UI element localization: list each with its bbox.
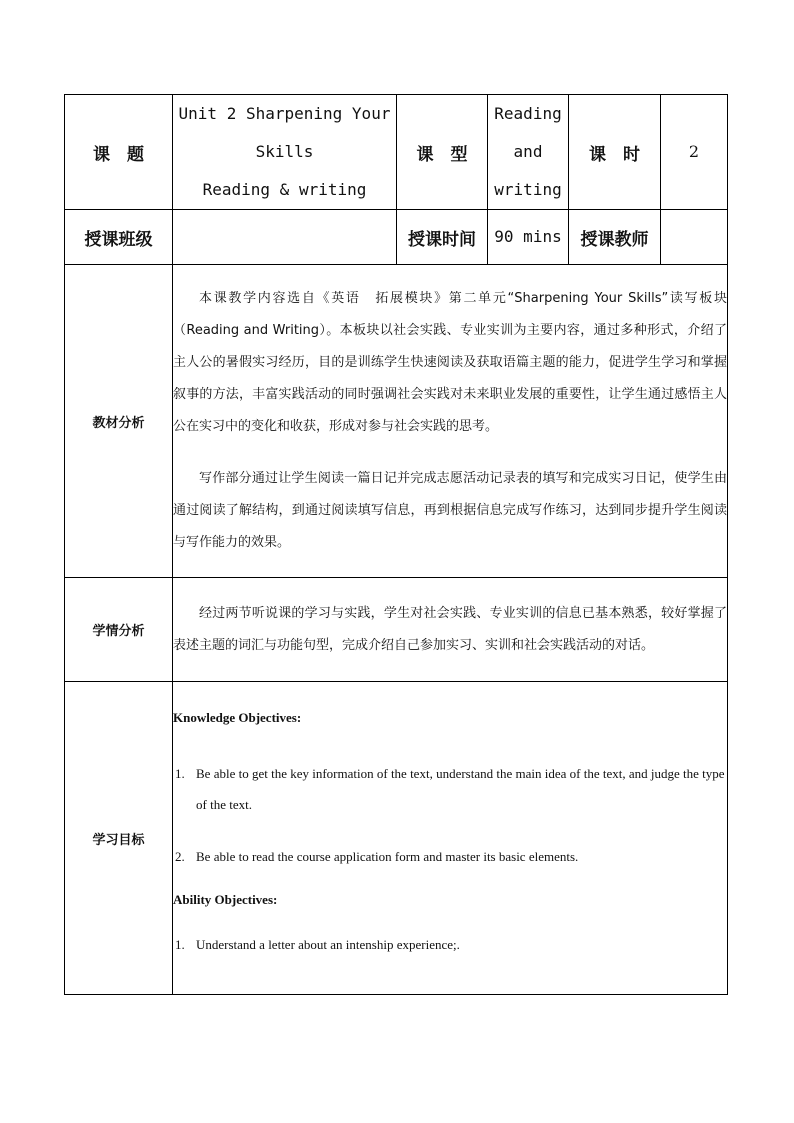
material-paragraph-2: 写作部分通过让学生阅读一篇日记并完成志愿活动记录表的填写和完成实习日记，使学生由通过阅读了解结构，到通过阅读填写信息，再到根据信息完成写作练习，达到同步提升学生阅读与写作能力的效果。 (173, 471, 727, 550)
objective-text: Be able to get the key information of the text, understand the main idea of the text, and judge the type of the text. (196, 766, 725, 812)
objective-text: Be able to read the course application form and master its basic elements. (196, 849, 579, 864)
learner-label: 学情分析 (65, 578, 173, 682)
type-line: and (513, 142, 543, 161)
learner-content (173, 578, 728, 682)
objective-item (173, 758, 727, 820)
objectives-content (173, 682, 728, 995)
topic-line: Reading & writing (202, 180, 367, 199)
time-value: 90 mins (488, 210, 569, 265)
header-row (65, 95, 728, 210)
class-value (173, 210, 397, 265)
teacher-label: 授课教师 (569, 210, 661, 265)
objective-item (173, 841, 727, 872)
material-paragraph-1: 本课教学内容选自《英语 拓展模块》第二单元“Sharpening Your Skills”读写板块（Reading and Writing）。本板块以社会实践、专业实训为主要内容，通过多种形式，介绍了主人公的暑假实习经历，目的是训练学生快速阅读及获取语篇主题的能力，促进学生学习和掌握叙事的方法，丰富实践活动的同时强调社会实践对未来职业发展的重要性，让学生通过感悟主人公在实习中的变化和收获，形成对参与社会实践的思考。 (173, 291, 727, 434)
objective-number: 1. (175, 937, 185, 952)
material-content (173, 265, 728, 578)
material-label: 教材分析 (65, 265, 173, 578)
objectives-row (65, 682, 728, 995)
topic-line: Unit 2 Sharpening Your (178, 104, 391, 123)
type-line: Reading (494, 104, 562, 123)
objective-item (173, 929, 727, 960)
ability-heading: Ability Objectives: (173, 892, 278, 907)
material-row (65, 265, 728, 578)
knowledge-heading: Knowledge Objectives: (173, 710, 302, 725)
teacher-value (661, 210, 728, 265)
type-label: 课 型 (397, 95, 488, 210)
class-label: 授课班级 (65, 210, 173, 265)
class-row (65, 210, 728, 265)
objectives-label: 学习目标 (65, 682, 173, 995)
objective-number: 1. (175, 766, 185, 781)
type-value (488, 95, 569, 210)
topic-line: Skills (255, 142, 314, 161)
hours-value: 2 (661, 95, 728, 210)
learner-row (65, 578, 728, 682)
learner-paragraph: 经过两节听说课的学习与实践，学生对社会实践、专业实训的信息已基本熟悉，较好掌握了表述主题的词汇与功能句型，完成介绍自己参加实习、实训和社会实践活动的对话。 (173, 605, 727, 653)
topic-value (173, 95, 397, 210)
topic-label: 课 题 (65, 95, 173, 210)
objective-text: Understand a letter about an intenship experience;. (196, 937, 460, 952)
type-line: writing (494, 180, 562, 199)
hours-label: 课 时 (569, 95, 661, 210)
objective-number: 2. (175, 849, 185, 864)
time-label: 授课时间 (397, 210, 488, 265)
lesson-plan-table (64, 94, 728, 995)
